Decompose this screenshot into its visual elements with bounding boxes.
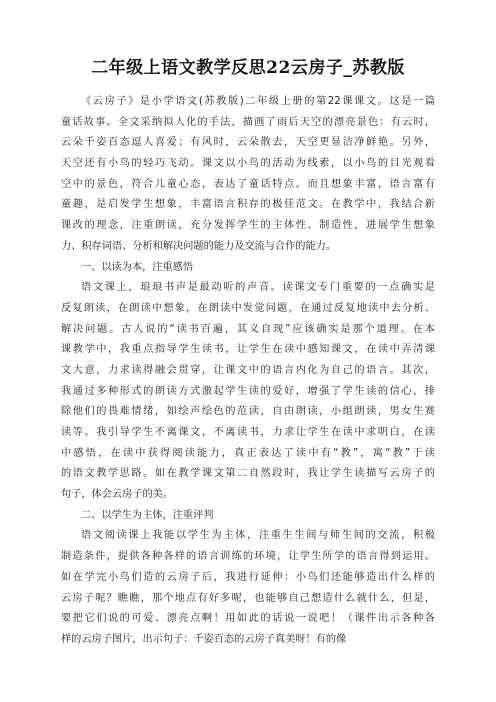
paragraph-line: 童趣，是启发学生想象，丰富语言积存的极佳范文。在教学中，我结合新 — [61, 199, 435, 211]
paragraph-line: 读等。我引导学生不离课文，不离读书，力求让学生在读中求明白，在读 — [61, 427, 435, 438]
paragraph-line: 天空还有小鸟的轻巧飞动。课文以小鸟的活动为线索，以小鸟的目光观看 — [61, 158, 435, 170]
paragraph-line: 二、以学生为主体，注重评判 — [81, 509, 214, 521]
paragraph-line: 除他们的畏难情绪，如绘声绘色的范读，自由朗读，小组朗读，男女生赛 — [61, 406, 435, 418]
paragraph-line: 课教学中，我重点指导学生读书，让学生在读中感知课文，在读中弄清课 — [61, 344, 435, 356]
paragraph-line: 文大意，力求读得融会贯穿，让课文中的语言内化为自己的语言。其次， — [61, 364, 435, 376]
paragraph-line: 童话故事。全文采纳拟人化的手法，描画了雨后天空的漂亮景色：有云时， — [61, 116, 435, 128]
paragraph-line: 空中的景色，符合儿童心态，表达了童话特点。而且想象丰富，语言富有 — [61, 178, 435, 190]
document-title: 二年级上语文教学反思22云房子_苏教版 — [91, 58, 405, 78]
paragraph-line: 的语文教学思路。如在教学课文第二自然段时，我让学生读描写云房子的 — [61, 468, 435, 480]
paragraph-line: 中感悟，在读中获得阅读能力，真正表达了读中有“教”，寓“教”于读 — [61, 447, 435, 459]
paragraph-line: 如在学完小鸟们造的云房子后，我进行延伸：小鸟们还能够造出什么样的 — [61, 571, 435, 583]
paragraph-line: 解决问题。古人说的“读书百遍，其义自现”应该确实是那个道理。在本 — [61, 323, 435, 335]
paragraph-line: 云朵千姿百态逗人喜爱；有风时，云朵散去，天空更显洁净鲜艳。另外， — [61, 137, 435, 149]
paragraph-line: 语文课上，琅琅书声是最动听的声音。读课文专门重要的一点确实是 — [81, 282, 435, 294]
paragraph-line: 我通过多种形式的朗读方式激起学生读的爱好，增强了学生读的信心，排 — [61, 385, 435, 397]
paragraph-line: 云房子呢？瞧瞧，那个地点有好多呢，也能够自己想造什么就什么，但是， — [61, 592, 435, 604]
document-body — [61, 92, 435, 651]
paragraph-line: 一、以读为本，注重感悟 — [81, 261, 194, 273]
paragraph-line: 语文阅读课上我能以学生为主体，注重生生间与师生间的交流，积极 — [81, 530, 435, 542]
paragraph-line: 力、积存词语、分析和解决问题的能力及交流与合作的能力。 — [61, 240, 337, 252]
paragraph-line: 课改的理念，注重朗读，充分发挥学生的主体性、制造性，进展学生想象 — [61, 220, 435, 232]
paragraph-line: 制造条件，提供各种各样的语言训练的环境，让学生所学的语言得到运用。 — [61, 551, 435, 563]
paragraph-line: 《云房子》是小学语文(苏教版)二年级上册的第22课课文。这是一篇 — [81, 96, 435, 107]
paragraph-line: 反复朗读，在朗读中想象，在朗读中发觉问题，在通过反复地读中去分析、 — [61, 302, 435, 314]
paragraph-line: 句子，体会云房子的美。 — [61, 489, 174, 501]
paragraph-line: 要把它们说的可爱、漂亮点啊！用如此的话说一说吧！（课件出示各种各 — [61, 613, 435, 625]
paragraph-line: 样的云房子图片，出示句子：千姿百态的云房子真美呀！有的像 — [61, 633, 347, 645]
